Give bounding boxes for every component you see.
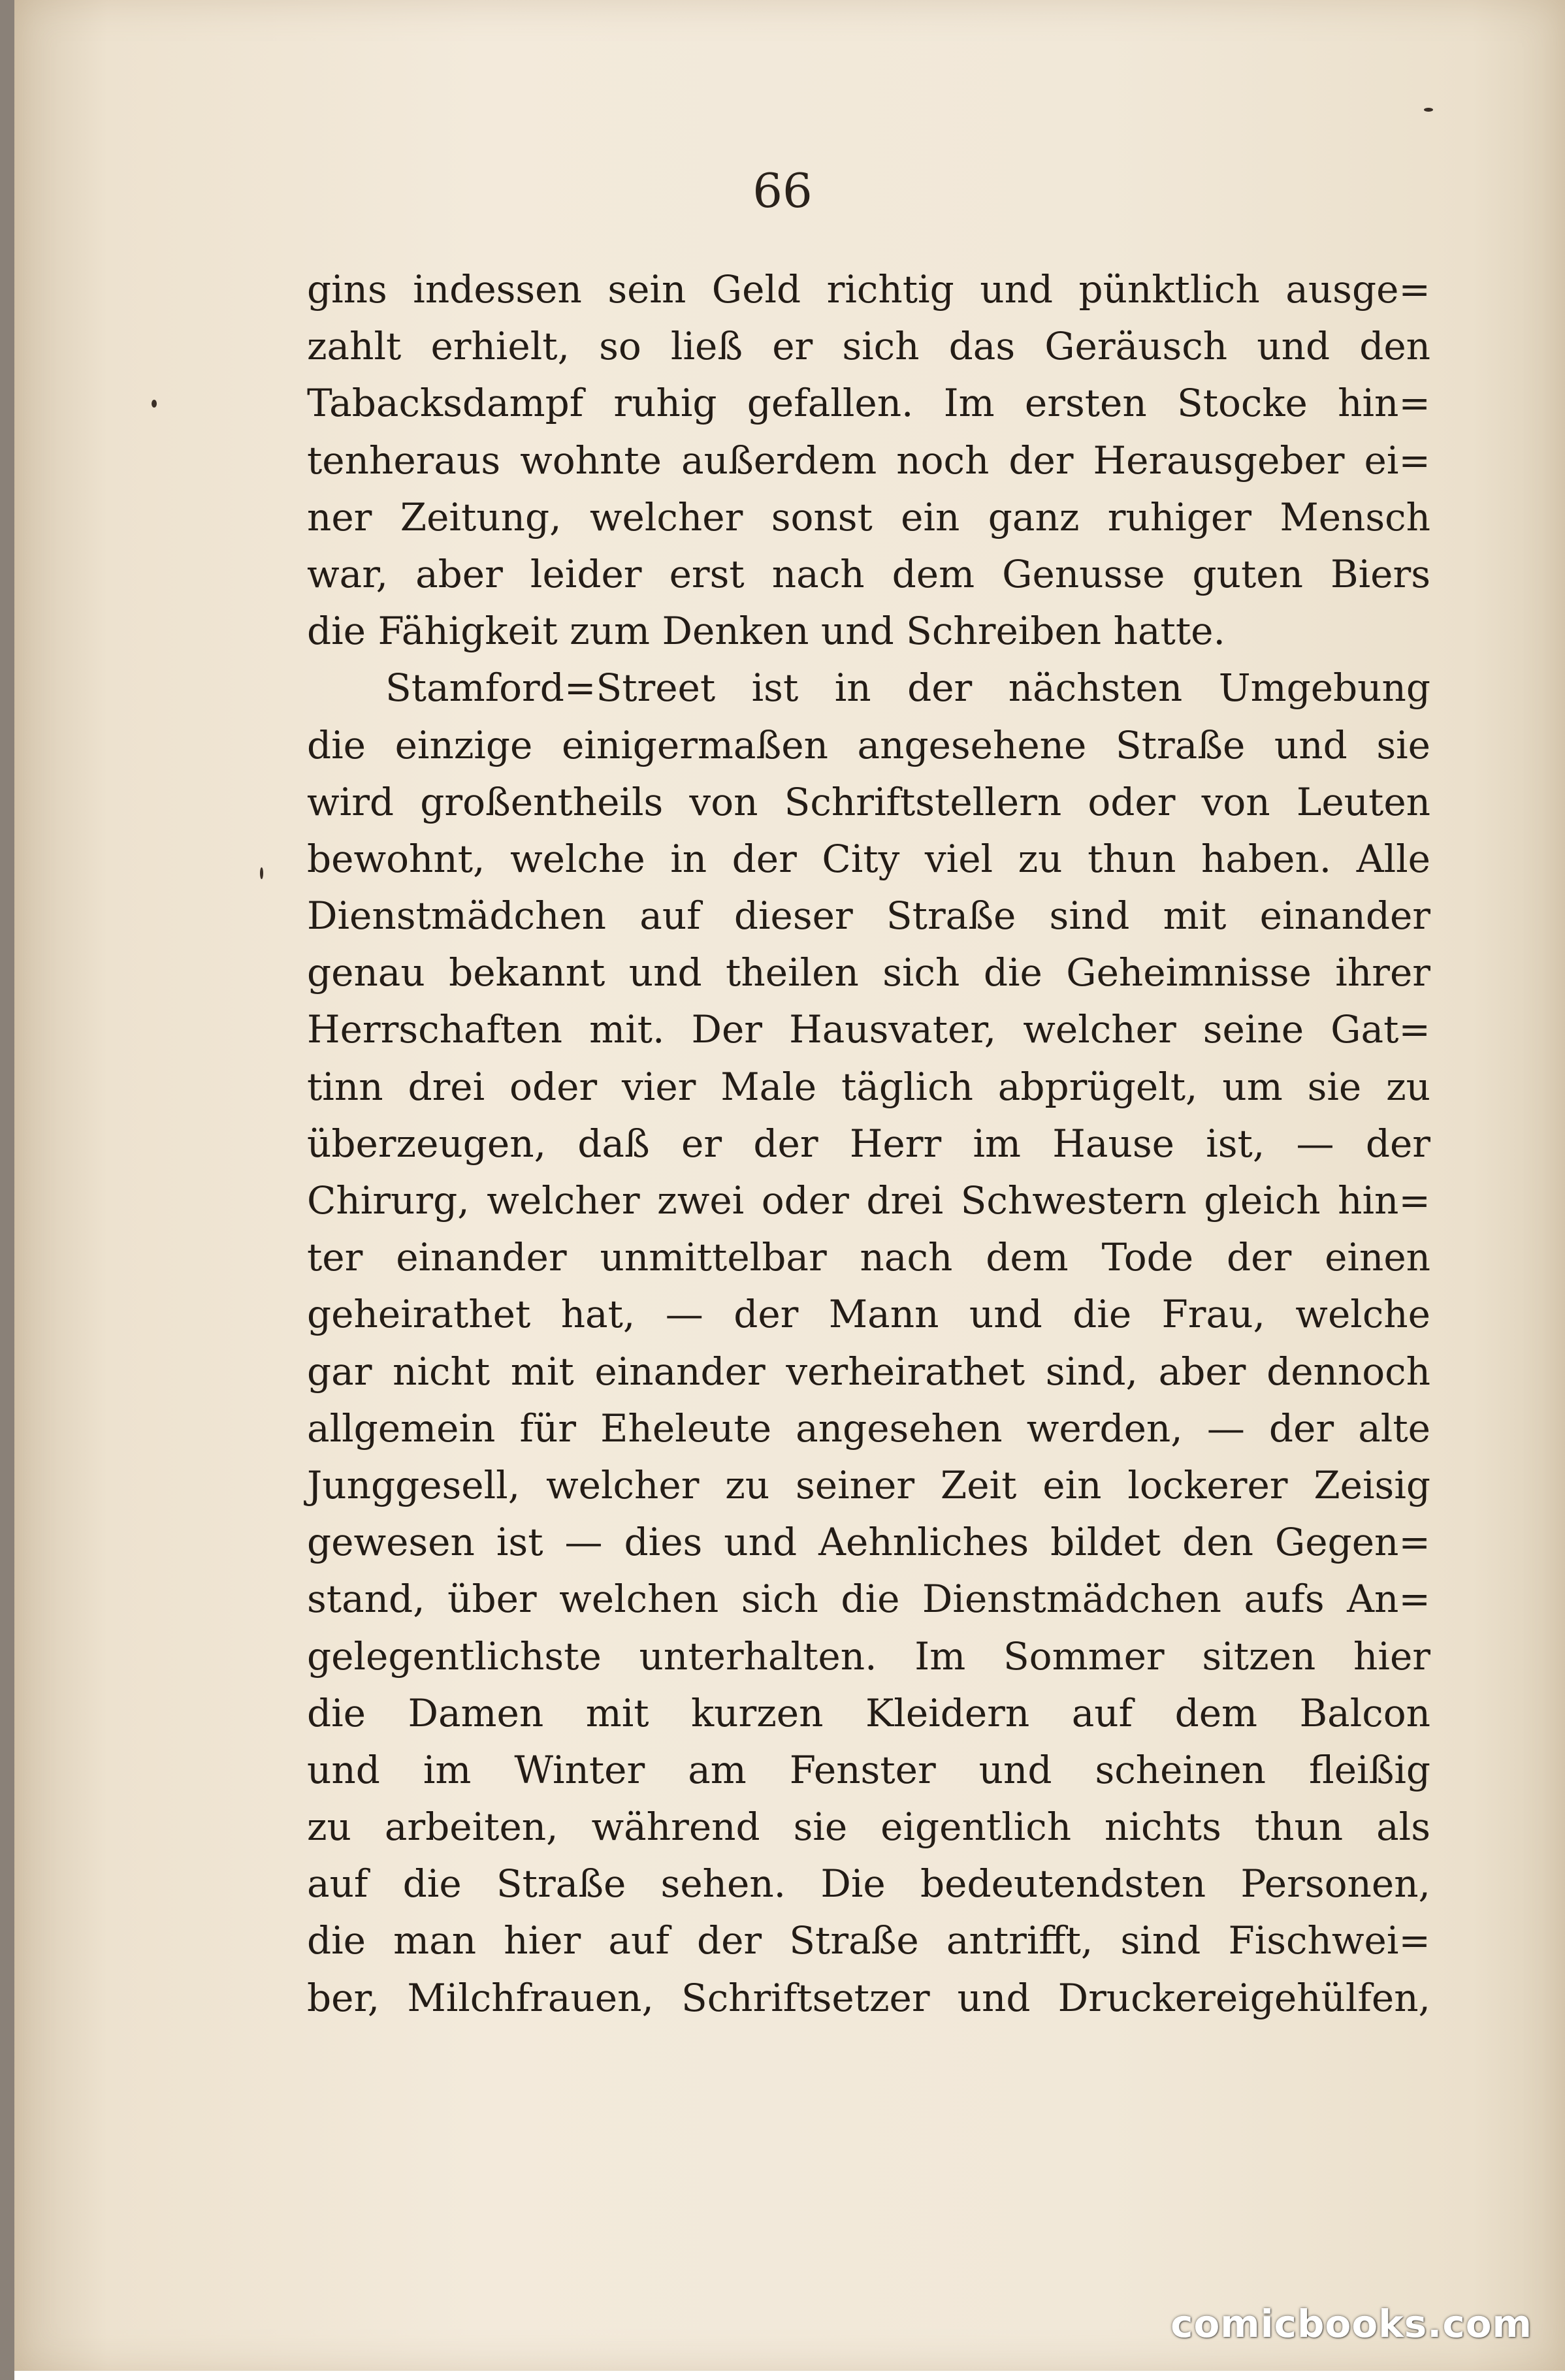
text-line: Herrschaften mit. Der Hausvater, welcher seine Gat= xyxy=(307,1007,1430,1052)
body-text xyxy=(307,261,1430,2027)
page-number: 66 xyxy=(752,163,813,218)
text-line: allgemein für Eheleute angesehen werden, — der alte xyxy=(307,1406,1430,1451)
paper-speck xyxy=(152,400,157,408)
text-line: wird großentheils von Schriftstellern oder von Leuten xyxy=(307,779,1430,824)
text-line: die einzige einigermaßen angesehene Straße und sie xyxy=(307,722,1430,767)
text-line: geheirathet hat, — der Mann und die Frau, welche xyxy=(307,1292,1430,1337)
text-line: tenheraus wohnte außerdem noch der Herausgeber ei= xyxy=(307,438,1430,483)
text-line: ter einander unmittelbar nach dem Tode der einen xyxy=(307,1235,1430,1280)
text-line: Tabacksdampf ruhig gefallen. Im ersten Stocke hin= xyxy=(307,381,1430,426)
text-line: gewesen ist — dies und Aehnliches bildet den Gegen= xyxy=(307,1520,1430,1565)
text-line: die Damen mit kurzen Kleidern auf dem Balcon xyxy=(307,1690,1430,1735)
text-line: ber, Milchfrauen, Schriftsetzer und Druckereigehülfen, xyxy=(307,1975,1430,2020)
text-line: gelegentlichste unterhalten. Im Sommer sitzen hier xyxy=(307,1633,1430,1679)
paper-speck xyxy=(260,867,263,879)
text-line: war, aber leider erst nach dem Genusse guten Biers xyxy=(307,551,1430,596)
text-line: ner Zeitung, welcher sonst ein ganz ruhiger Mensch xyxy=(307,494,1430,539)
paragraph-start-line: Stamford=Street ist in der nächsten Umgebung xyxy=(385,666,1430,711)
text-line: auf die Straße sehen. Die bedeutendsten Personen, xyxy=(307,1861,1430,1906)
text-line: die Fähigkeit zum Denken und Schreiben hatte. xyxy=(307,609,1225,654)
text-line: bewohnt, welche in der City viel zu thun haben. Alle xyxy=(307,836,1430,881)
watermark: comicbooks.com xyxy=(1170,2302,1532,2346)
text-line: Chirurg, welcher zwei oder drei Schwestern gleich hin= xyxy=(307,1178,1430,1223)
text-line: stand, über welchen sich die Dienstmädchen aufs An= xyxy=(307,1577,1430,1622)
text-line: tinn drei oder vier Male täglich abprügelt, um sie zu xyxy=(307,1064,1430,1109)
text-line: zahlt erhielt, so ließ er sich das Geräusch und den xyxy=(307,324,1430,369)
text-line: gar nicht mit einander verheirathet sind, aber dennoch xyxy=(307,1349,1430,1394)
text-line: zu arbeiten, während sie eigentlich nichts thun als xyxy=(307,1805,1430,1850)
text-line: gins indessen sein Geld richtig und pünktlich ausge= xyxy=(307,267,1430,312)
text-line: genau bekannt und theilen sich die Geheimnisse ihrer xyxy=(307,950,1430,995)
paper-speck xyxy=(1424,108,1433,112)
text-line: die man hier auf der Straße antrifft, sind Fischwei= xyxy=(307,1918,1430,1963)
text-line: Dienstmädchen auf dieser Straße sind mit einander xyxy=(307,893,1430,939)
text-line: und im Winter am Fenster und scheinen fleißig xyxy=(307,1747,1430,1792)
text-line: Junggesell, welcher zu seiner Zeit ein lockerer Zeisig xyxy=(307,1462,1430,1507)
text-line: überzeugen, daß er der Herr im Hause ist, — der xyxy=(307,1121,1430,1166)
scan-margin-edge xyxy=(0,0,14,2380)
